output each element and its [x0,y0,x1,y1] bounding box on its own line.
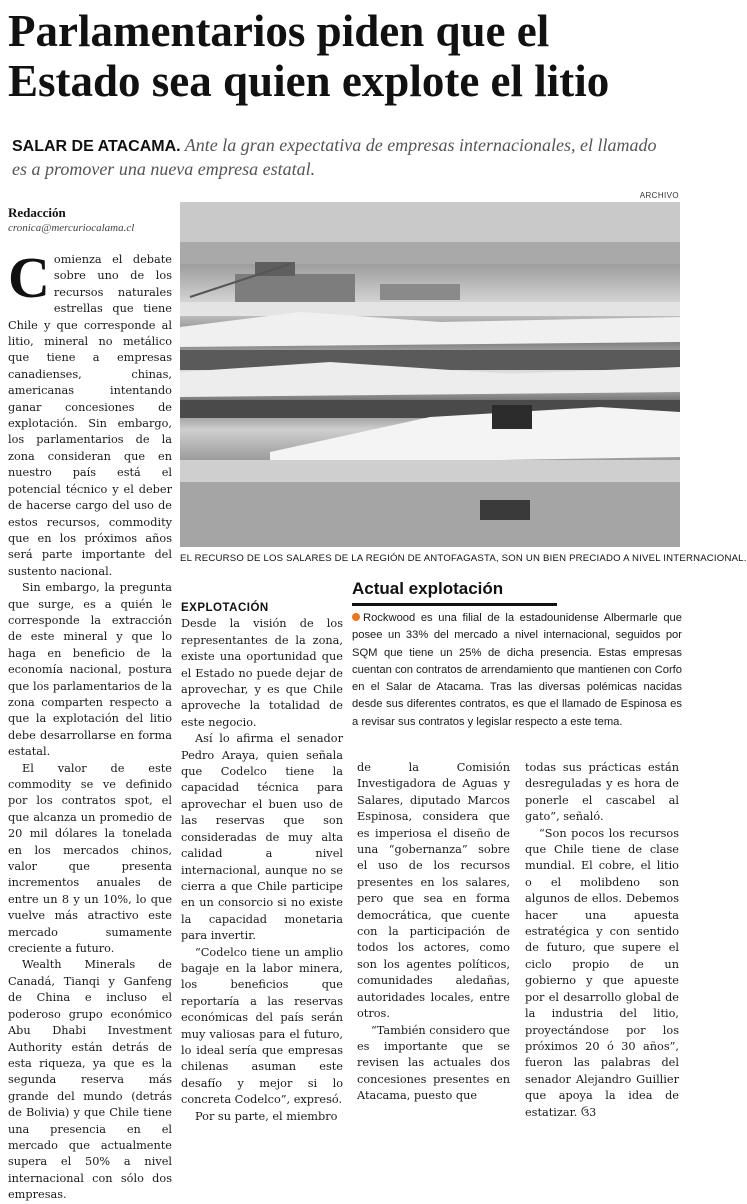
headline [8,6,680,106]
byline-author: Redacción [8,205,66,220]
lead-kicker: SALAR DE ATACAMA. [12,138,181,155]
salar-photo-illustration [180,202,680,547]
sidebar-box [352,578,682,731]
article-column-3 [357,760,510,1105]
paragraph: Por su parte, el miembro [195,1109,338,1123]
drop-cap: C [8,245,50,310]
article-column-1 [8,245,172,1204]
paragraph-text: omienza el debate sobre uno de los recursos naturales estrellas que tiene Chile y que corresponde al litio, mineral no metálico que tiene a empresas canadienses, chinas, americanas intentando ganar concesiones de explotación. Sin embargo, los parlamentarios de la zona consideran que en nuestro país está el potencial técnico y el deber de hacerse cargo del uso de estos recursos, commodity que en los próximos años será parte importante del sustento nacional. [8,253,172,578]
paragraph: todas sus prácticas están desreguladas y es hora de ponerle el cascabel al gato”, señaló. [525,761,679,824]
paragraph: Desde la visión de los representantes de la zona, existe una oportunidad que el Estado no puede dejar de aprovechar, y es que Chile aproveche la totalidad de este negocio. [181,617,343,729]
box-body [352,610,682,731]
end-mark-icon: ઉ3 [580,1105,597,1119]
salar-photo [180,202,680,547]
paragraph: “Codelco tiene un amplio bagaje en la labor minera, los beneficios que reportaría a las reservas económicas del país serán muy valiosas para el futuro, lo ideal sería que empresas chilenas asuman este desafío y mejor si lo concreta Codelco”, expresó. [181,945,343,1107]
paragraph [8,245,172,580]
orange-bullet-icon [352,613,360,621]
photo-caption: EL RECURSO DE LOS SALARES DE LA REGIÓN DE ANTOFAGASTA, SON UN BIEN PRECIADO A NIVEL INTERNACIONAL. [180,553,747,564]
paragraph: Así lo afirma el senador Pedro Araya, quien señala que Codelco tiene la capacidad técnica para aprovechar el buen uso de las reservas que son consideradas de muy alta calidad a nivel internacional, aunque no se cierra a que Chile participe en un consorcio si no existe la capacidad monetaria para invertir. [181,732,343,943]
paragraph: El valor de este commodity se ve definido por los contratos spot, el que alcanza un promedio de 20 mil dólares la tonelada en los mercados chinos, valor que presenta incrementos anuales de entre un 8 y un 10%, lo que vuelve más atractivo este mercado sumamente creciente a futuro. [8,761,172,956]
article-column-2 [181,600,343,1125]
paragraph-text: “Son pocos los recursos que Chile tiene de clase mundial. El cobre, el litio o el molibdeno son algunos de ellos. Debemos hacer una apuesta estratégica y con sentido de futuro, que supere el ciclo propio de un gobierno y que apueste por el desarrollo global de la industria del litio, proyectándose por los próximos 20 ó 30 años”, fueron las palabras del senador Alejandro Guillier que apoya la idea de estatizar. [525,826,679,1119]
lead-text: Ante la gran expectativa de empresas internacionales, el llamado es a promover una nueva empresa estatal. [12,135,657,179]
lead-paragraph [12,134,672,181]
box-rule [352,603,557,606]
paragraph: “También considero que es importante que se revisen las actuales dos concesiones presentes en Atacama, puesto que [357,1023,510,1103]
byline [8,205,173,236]
byline-email: cronica@mercuriocalama.cl [8,222,135,234]
photo-credit: ARCHIVO [639,191,679,200]
paragraph: de la Comisión Investigadora de Aguas y Salares, diputado Marcos Espinosa, considera que es imperiosa el diseño de una “gobernanza” sobre el uso de los recursos presentes en los salares, pero que sea en forma democrática, que cuente con la participación de todos los actores, como son los agentes políticos, comunidades aledañas, autoridades locales, entre otros. [357,761,510,1021]
headline-line-1: Parlamentarios piden que el [8,6,550,56]
headline-line-2: Estado sea quien explote el litio [8,56,610,106]
paragraph: Sin embargo, la pregunta que surge, es a quién le corresponde la extracción de este mineral y que lo haga en beneficio de la economía nacional, postura que los parlamentarios de la zona comparten respecto a que la explotación del litio debe desarrollarse en forma estatal. [8,581,172,759]
paragraph: Wealth Minerals de Canadá, Tianqi y Ganfeng de China e incluso el poderoso grupo económico Abu Dhabi Investment Authority están detrás de esta riqueza, ya que es la segunda reserva más grande del mundo (detrás de Bolivia) y que Chile tiene una presencia en el mercado que actualmente supera el 50% a nivel internacional con sólo dos empresas. [8,958,172,1202]
section-label: EXPLOTACIÓN [181,602,269,614]
box-title: Actual explotación [352,579,504,598]
paragraph [525,826,679,1121]
article-column-4 [525,760,679,1121]
box-text: Rockwood es una filial de la estadounidense Albermarle que posee un 33% del mercado a nivel internacional, seguidos por SQM que tiene un 25% de dicha presencia. Estas empresas cuentan con contratos de arrendamiento que mantienen con Corfo en el Salar de Atacama. Tras las diversas polémicas nacidas desde sus diferentes contratos, es que el llamado de Espinosa es a revisar sus contratos y legislar respecto a este tema. [352,612,682,728]
